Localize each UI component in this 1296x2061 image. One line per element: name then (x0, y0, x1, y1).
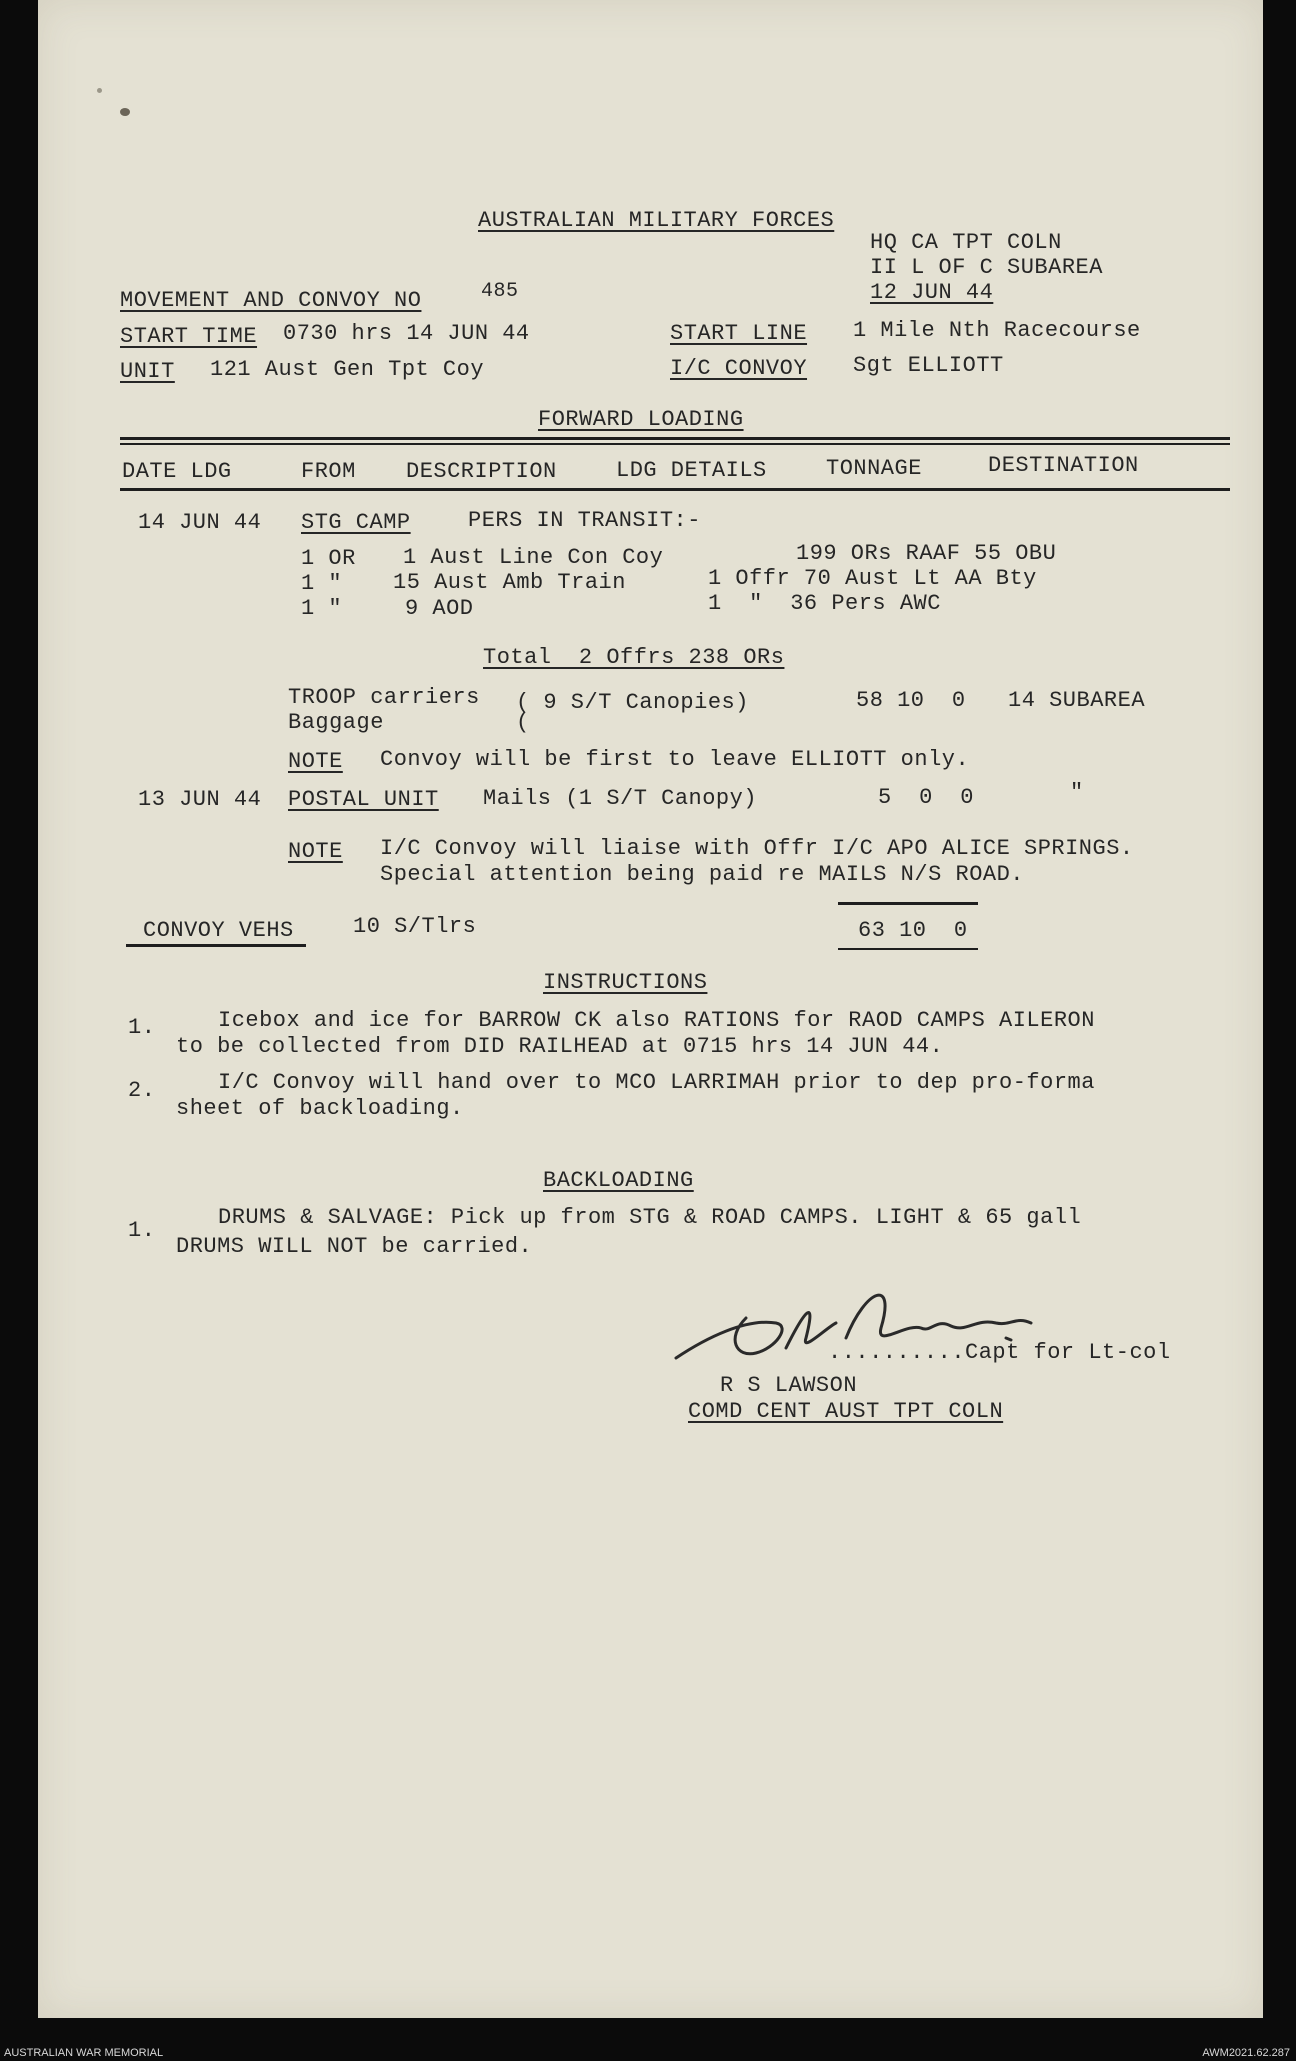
instruction-text: sheet of backloading. (176, 1096, 464, 1121)
instruction-text: Icebox and ice for BARROW CK also RATIONS for RAOD CAMPS AILERON (218, 1008, 1095, 1033)
entry-from: STG CAMP (301, 510, 411, 535)
signature-line: ..........Capt for Lt-col (828, 1340, 1171, 1365)
entry-description: Mails (1 S/T Canopy) (483, 786, 758, 811)
personnel-qty: 1 OR (301, 546, 356, 571)
entry-description: PERS IN TRANSIT:- (468, 508, 701, 533)
instruction-number: 2. (128, 1078, 156, 1103)
troop-carriers: TROOP carriers (288, 685, 480, 710)
personnel-qty: 1 " (301, 571, 343, 596)
signatory-name: R S LAWSON (720, 1373, 858, 1398)
personnel-detail: 1 Offr 70 Aust Lt AA Bty (708, 566, 1037, 591)
column-from: FROM (301, 459, 356, 484)
start-time-value: 0730 hrs 14 JUN 44 (283, 321, 530, 346)
ic-convoy-value: Sgt ELLIOTT (853, 353, 1004, 378)
footer-right: AWM2021.62.287 (1202, 2047, 1290, 2059)
instruction-number: 1. (128, 1015, 156, 1040)
baggage: Baggage (288, 710, 384, 735)
convoy-vehs-rule (126, 944, 306, 947)
entry-date: 13 JUN 44 (138, 787, 262, 812)
instruction-text: I/C Convoy will hand over to MCO LARRIMAH prior to dep pro-forma (218, 1070, 1095, 1095)
hq-line-2: II L OF C SUBAREA (870, 255, 1103, 280)
note-text-line2: I/C Convoy will liaise with Offr I/C APO ALICE SPRINGS. (380, 836, 1134, 861)
table-top-rule (120, 437, 1230, 440)
column-destination: DESTINATION (988, 453, 1139, 478)
note-label: NOTE (288, 839, 343, 864)
canopies: ( 9 S/T Canopies) (516, 690, 749, 715)
personnel-detail: 1 " 36 Pers AWC (708, 591, 941, 616)
movement-label: MOVEMENT AND CONVOY NO (120, 288, 422, 313)
column-tonnage: TONNAGE (826, 456, 922, 481)
table-header-rule (120, 488, 1230, 491)
signatory-title: COMD CENT AUST TPT COLN (688, 1399, 1004, 1424)
document-date: 12 JUN 44 (870, 280, 994, 305)
note-text-line1: Special attention being paid re MAILS N/S ROAD. (380, 862, 1025, 887)
column-description: DESCRIPTION (406, 459, 557, 484)
convoy-number: 485 (481, 280, 519, 303)
document-title: AUSTRALIAN MILITARY FORCES (478, 208, 835, 233)
backloading-heading: BACKLOADING (543, 1168, 694, 1193)
entry-tonnage: 58 10 0 (856, 688, 966, 713)
paper-blemish (120, 108, 130, 116)
backloading-number: 1. (128, 1218, 156, 1243)
instructions-heading: INSTRUCTIONS (543, 970, 708, 995)
note-text: Convoy will be first to leave ELLIOTT only. (380, 747, 970, 772)
backloading-text: DRUMS & SALVAGE: Pick up from STG & ROAD CAMPS. LIGHT & 65 gall (218, 1205, 1082, 1230)
footer-left: AUSTRALIAN WAR MEMORIAL (4, 2047, 164, 2059)
convoy-vehs-label: CONVOY VEHS (143, 918, 294, 943)
note-label: NOTE (288, 749, 343, 774)
column-date-ldg: DATE LDG (122, 459, 232, 484)
ic-convoy-label: I/C CONVOY (670, 356, 808, 381)
paper-blemish (97, 88, 102, 93)
unit-label: UNIT (120, 359, 175, 384)
start-line-label: START LINE (670, 321, 808, 346)
personnel-detail: 199 ORs RAAF 55 OBU (796, 541, 1057, 566)
forward-loading-heading: FORWARD LOADING (538, 407, 744, 432)
entry-from: POSTAL UNIT (288, 787, 439, 812)
personnel-unit: 1 Aust Line Con Coy (403, 545, 664, 570)
destination-ditto: " (1070, 780, 1084, 805)
personnel-total: Total 2 Offrs 238 ORs (483, 645, 785, 670)
instruction-text: to be collected from DID RAILHEAD at 0715 hrs 14 JUN 44. (176, 1034, 944, 1059)
personnel-unit: 9 AOD (405, 596, 474, 621)
entry-tonnage: 5 0 0 (878, 785, 974, 810)
document-page (38, 0, 1263, 2018)
total-tonnage: 63 10 0 (858, 918, 968, 943)
personnel-qty: 1 " (301, 596, 343, 621)
backloading-text: DRUMS WILL NOT be carried. (176, 1234, 533, 1259)
column-ldg-details: LDG DETAILS (616, 458, 767, 483)
convoy-vehs-value: 10 S/Tlrs (353, 914, 477, 939)
total-tonnage-rule (838, 902, 978, 905)
table-top-rule-2 (120, 443, 1230, 445)
start-line-value: 1 Mile Nth Racecourse (853, 318, 1141, 343)
canopies-bracket: ( (516, 710, 530, 735)
entry-date: 14 JUN 44 (138, 510, 262, 535)
unit-value: 121 Aust Gen Tpt Coy (210, 357, 485, 382)
total-tonnage-rule-bottom (838, 948, 978, 950)
hq-line-1: HQ CA TPT COLN (870, 230, 1062, 255)
entry-destination: 14 SUBAREA (1008, 688, 1146, 713)
start-time-label: START TIME (120, 324, 258, 349)
personnel-unit: 15 Aust Amb Train (393, 570, 626, 595)
